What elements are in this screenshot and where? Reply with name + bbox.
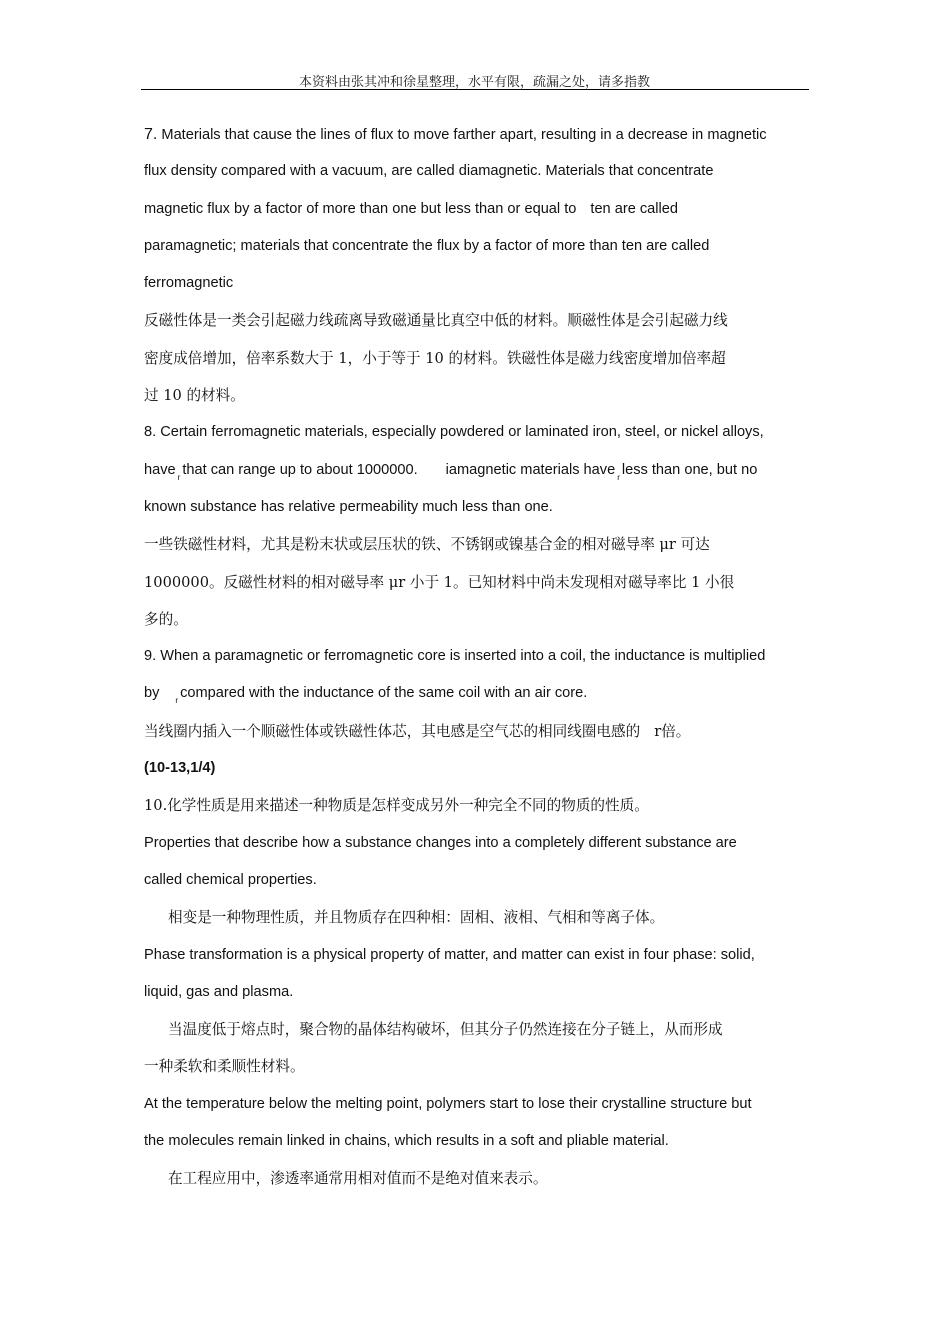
- paragraph-12-en-1: At the temperature below the melting point, polymers start to lose their crystalline structure but: [144, 1095, 752, 1112]
- paragraph-11-en-2: liquid, gas and plasma.: [144, 983, 294, 1000]
- paragraph-7-line-4: paramagnetic; materials that concentrate the flux by a factor of more than ten are called: [144, 237, 710, 254]
- item-number-7: 7.: [144, 126, 158, 143]
- paragraph-9-cn-r: r: [654, 722, 662, 740]
- paragraph-12-cn-1: 当温度低于熔点时，聚合物的晶体结构破坏，但其分子仍然连接在分子链上，从而形成: [168, 1021, 723, 1039]
- paragraph-12-cn-2: 一种柔软和柔顺性材料。: [144, 1058, 305, 1076]
- paragraph-11-cn-1: 相变是一种物理性质，并且物质存在四种相：固相、液相、气相和等离子体。: [168, 909, 665, 927]
- paragraph-7-line-5: ferromagnetic: [144, 275, 234, 292]
- subscript-r: r: [617, 472, 620, 482]
- paragraph-8-text-2a: have: [144, 461, 176, 478]
- paragraph-8-text-2d: less than one, but no: [621, 461, 758, 478]
- paragraph-8-cn-2: 1000000。反磁性材料的相对磁导率 μr 小于 1。已知材料中尚未发现相对磁导率比 1 小很: [144, 573, 735, 591]
- paragraph-9-text-2a: by: [144, 685, 160, 702]
- paragraph-7-text-3b: ten are called: [590, 200, 679, 217]
- page-header: 本资料由张其冲和徐星整理，水平有限，疏漏之处，请多指教: [298, 75, 650, 90]
- paragraph-9-line-1: 9. When a paramagnetic or ferromagnetic core is inserted into a coil, the inductance is multiplied: [144, 648, 766, 665]
- paragraph-8-line-2: [144, 452, 810, 489]
- paragraph-10-en-1: Properties that describe how a substance changes into a completely different substance are: [144, 834, 737, 851]
- subscript-r: r: [175, 696, 179, 706]
- paragraph-7-text-3a: magnetic flux by a factor of more than one but less than or equal to: [144, 200, 577, 217]
- paragraph-7-line-3: [144, 191, 810, 228]
- paragraph-9-cn-text-a: 当线圈内插入一个顺磁性体或铁磁性体芯，其电感是空气芯的相同线圈电感的: [144, 722, 641, 740]
- paragraph-8-line-1: 8. Certain ferromagnetic materials, especially powdered or laminated iron, steel, or nickel alloys,: [144, 424, 764, 441]
- paragraph-8-text-2b: that can range up to about 1000000.: [182, 461, 418, 478]
- paragraph-9-cn-1: [144, 713, 810, 750]
- paragraph-8-cn-1: 一些铁磁性材料，尤其是粉末状或层压状的铁、不锈钢或镍基合金的相对磁导率 μr 可达: [144, 536, 710, 554]
- paragraph-12-en-2: the molecules remain linked in chains, which results in a soft and pliable material.: [144, 1133, 669, 1150]
- paragraph-9-text-2b: compared with the inductance of the same coil with an air core.: [180, 685, 588, 702]
- paragraph-10-en-2: called chemical properties.: [144, 871, 317, 888]
- paragraph-8-cn-3: 多的。: [144, 610, 188, 628]
- paragraph-7-line-1: [144, 116, 810, 153]
- paragraph-7-line-2: flux density compared with a vacuum, are called diamagnetic. Materials that concentrate: [144, 163, 714, 180]
- paragraph-9-cn-text-b: 倍。: [661, 722, 691, 740]
- paragraph-7-text-1: Materials that cause the lines of flux to move farther apart, resulting in a decrease in magnetic: [161, 127, 767, 143]
- subscript-r: r: [177, 472, 181, 482]
- paragraph-13-cn-1: 在工程应用中，渗透率通常用相对值而不是绝对值来表示。: [168, 1170, 548, 1188]
- paragraph-8-text-2c: iamagnetic materials have: [445, 461, 616, 478]
- paragraph-10-cn-1: 10.化学性质是用来描述一种物质是怎样变成另外一种完全不同的物质的性质。: [144, 797, 649, 815]
- document-body: [144, 116, 810, 1198]
- paragraph-8-line-3: known substance has relative permeability much less than one.: [144, 498, 553, 515]
- paragraph-7-cn-1: 反磁性体是一类会引起磁力线疏离导致磁通量比真空中低的材料。顺磁性体是会引起磁力线: [144, 312, 728, 330]
- paragraph-7-cn-3: 过 10 的材料。: [144, 387, 245, 405]
- header-divider: [141, 89, 809, 90]
- section-label: (10-13,1/4): [144, 760, 216, 777]
- paragraph-9-line-2: [144, 675, 810, 712]
- paragraph-11-en-1: Phase transformation is a physical property of matter, and matter can exist in four phase: solid,: [144, 946, 755, 963]
- paragraph-7-cn-2: 密度成倍增加，倍率系数大于 1，小于等于 10 的材料。铁磁性体是磁力线密度增加倍率超: [144, 349, 726, 367]
